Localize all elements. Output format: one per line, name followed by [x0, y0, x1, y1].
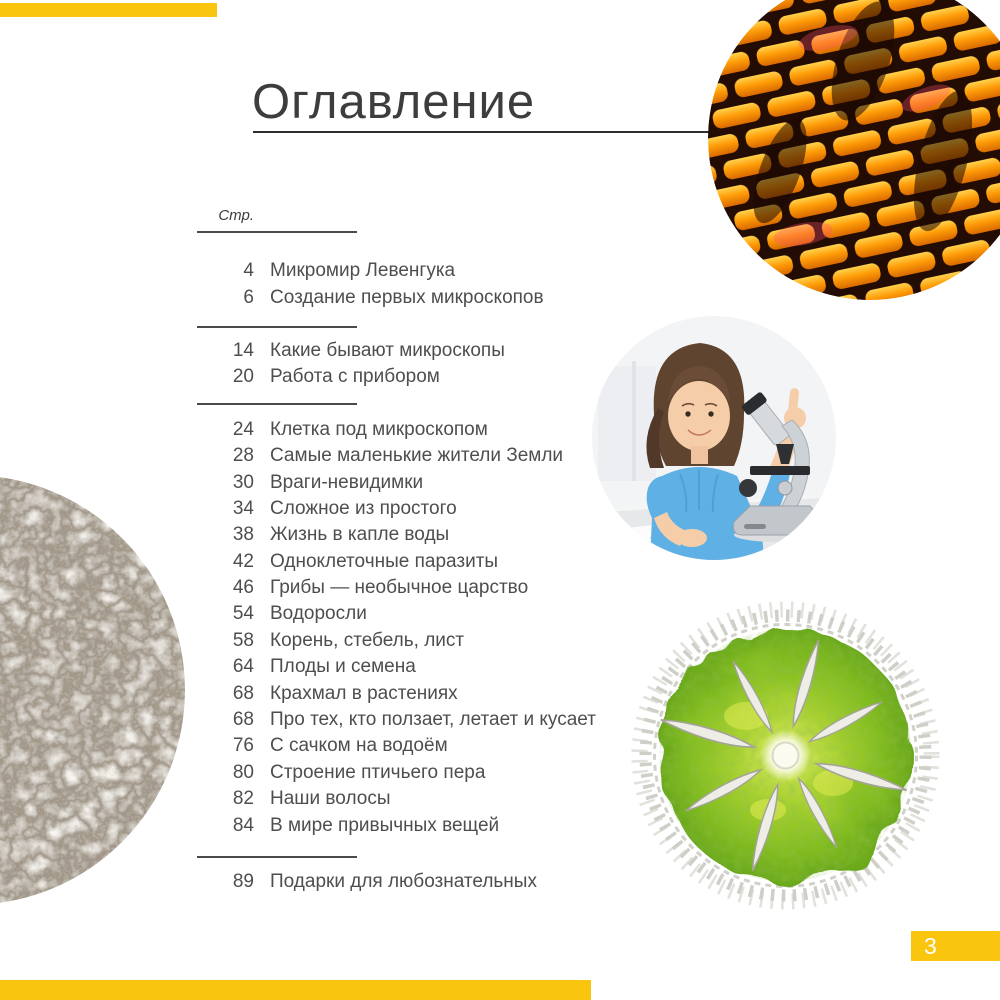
- toc-entry-page: 34: [232, 497, 254, 519]
- toc-entry-title: Создание первых микроскопов: [270, 286, 544, 308]
- toc-section-divider: [197, 403, 357, 405]
- toc-entry-title: Корень, стебель, лист: [270, 629, 465, 651]
- toc-entry: [197, 601, 637, 627]
- toc-entry: [197, 733, 637, 759]
- toc-entry: [197, 628, 637, 654]
- toc-entry-page: 80: [232, 761, 254, 783]
- toc-entry: [197, 443, 637, 469]
- toc-entry-page: 58: [232, 629, 254, 651]
- toc-entry-title: В мире привычных вещей: [270, 814, 500, 836]
- toc-entry-page: 14: [232, 339, 254, 361]
- toc-entry: [197, 284, 637, 310]
- toc-entry-page: 46: [232, 577, 254, 599]
- toc-entry: [197, 522, 637, 548]
- toc-entry-title: Подарки для любознательных: [270, 871, 537, 892]
- toc-entry: [197, 258, 637, 284]
- toc-entry-title: Водоросли: [270, 603, 367, 625]
- toc-entry-title: Одноклеточные паразиты: [270, 550, 499, 572]
- toc-entry-title: Плоды и семена: [270, 656, 416, 678]
- toc-entry-page: 4: [243, 260, 254, 282]
- toc-entry-page: 30: [232, 471, 254, 493]
- toc-entry-title: Наши волосы: [270, 788, 391, 810]
- butterfly-scales-photo: [708, 0, 1000, 300]
- toc-entry-page: 64: [232, 656, 254, 678]
- toc-entry: [197, 549, 637, 575]
- toc-entry: [197, 786, 637, 812]
- toc-entry: [197, 812, 637, 838]
- toc-entry: [197, 654, 637, 680]
- girl-with-microscope-photo: [592, 316, 836, 560]
- toc-entry: [197, 417, 637, 443]
- toc-entry: [197, 496, 637, 522]
- toc-section-divider: [197, 326, 357, 328]
- toc-entry: [197, 364, 637, 390]
- table-of-contents: [197, 231, 637, 895]
- toc-entry: [197, 469, 637, 495]
- toc-entry-page: 68: [232, 709, 254, 731]
- toc-entry: [197, 575, 637, 601]
- page-number: 3: [924, 933, 937, 959]
- toc-entry-title: Микромир Левенгука: [270, 260, 456, 282]
- toc-entry-page: 20: [232, 366, 254, 388]
- toc-entry-title: Какие бывают микроскопы: [270, 339, 505, 361]
- toc-entry-title: Сложное из простого: [270, 497, 457, 519]
- sponge-fibers-photo: [0, 475, 185, 905]
- toc-entry-title: Жизнь в капле воды: [270, 524, 450, 546]
- toc-entry-title: Клетка под микроскопом: [270, 418, 488, 440]
- toc-entry-page: 24: [232, 418, 254, 440]
- toc-entry-page: 89: [232, 871, 254, 892]
- top-accent-bar: [0, 3, 217, 17]
- toc-entry-title: Крахмал в растениях: [270, 682, 458, 704]
- toc-entry-title: Грибы — необычное царство: [270, 577, 529, 599]
- toc-entry: [197, 760, 637, 786]
- toc-entry-page: 84: [232, 814, 254, 836]
- page-title: Оглавление: [252, 75, 536, 129]
- toc-entry: [197, 869, 637, 895]
- toc-entry: [197, 680, 637, 706]
- toc-entry: [197, 338, 637, 364]
- toc-entry-title: Строение птичьего пера: [270, 761, 486, 783]
- toc-section-divider: [197, 856, 357, 858]
- toc-entry-title: Самые маленькие жители Земли: [270, 445, 564, 467]
- algae-micrograph-photo: [628, 598, 943, 913]
- toc-entry: [197, 707, 637, 733]
- bottom-accent-bar: [0, 980, 591, 1000]
- toc-entry-page: 42: [232, 550, 254, 572]
- toc-section-divider: [197, 231, 357, 233]
- toc-entry-page: 6: [243, 286, 254, 308]
- toc-entry-page: 54: [232, 603, 254, 625]
- toc-entry-page: 38: [232, 524, 254, 546]
- toc-entry-title: С сачком на водоём: [270, 735, 448, 757]
- toc-entry-title: Про тех, кто ползает, летает и кусает: [270, 709, 596, 731]
- toc-entry-title: Враги-невидимки: [270, 471, 424, 493]
- page-column-header: Стр.: [218, 207, 254, 224]
- toc-entry-page: 28: [232, 445, 254, 467]
- toc-entry-page: 68: [232, 682, 254, 704]
- page-number-tab: [911, 931, 1000, 961]
- toc-entry-title: Работа с прибором: [270, 366, 440, 388]
- toc-entry-page: 76: [232, 735, 254, 757]
- toc-entry-page: 82: [232, 788, 254, 810]
- title-underline: [253, 131, 715, 133]
